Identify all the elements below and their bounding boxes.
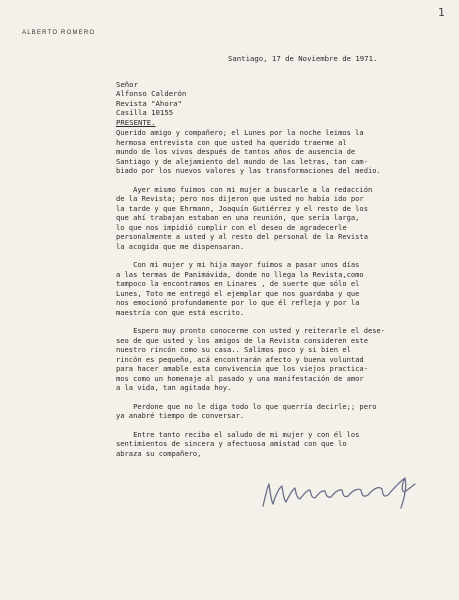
letter-paragraph <box>116 260 446 317</box>
text-line: biado por los nuevos valores y las transformaciones del medio. <box>116 166 381 175</box>
letter-paragraph <box>116 430 446 459</box>
text-line: nos emocionó profundamente por lo que él refleja y por la <box>116 298 360 307</box>
text-line: Espero muy pronto conocerme con usted y reiterarle el dese- <box>116 326 386 335</box>
text-line: ya anabré tiempo de conversar. <box>116 411 245 420</box>
text-line: hermosa entrevista con que usted ha querido traerme al <box>116 137 347 147</box>
letter-date: Santiago, 17 de Noviembre de 1971. <box>228 54 378 63</box>
text-line: mos como un homenaje al pasado y una manifestación de amor <box>116 373 364 383</box>
text-line: Lunes, Toto me entregó el ejemplar que nos guardaba y que <box>116 288 360 298</box>
letter-paragraph <box>116 185 446 252</box>
text-line: personalmente a usted y al resto del personal de la Revista <box>116 232 368 241</box>
text-line: Perdone que no le diga todo lo que querría decirle;; pero <box>116 401 377 411</box>
text-line: a las termas de Panimávida, donde no llega la Revista,como <box>116 269 364 279</box>
letter-paragraph <box>116 128 446 176</box>
text-line: mundo de los vivos después de tantos años de ausencia de <box>116 147 356 156</box>
text-line: Entre tanto reciba el saludo de mi mujer y con él los <box>116 429 360 439</box>
text-line: a la vida, tan agitada hoy. <box>116 383 232 392</box>
text-line: sentimientos de sincera y afectuosa amistad con que lo <box>116 439 347 448</box>
recipient-line: Señor <box>116 80 138 89</box>
text-line: rincón es pequeño, acá encontrarán afecto y buena voluntad <box>116 354 364 364</box>
text-line: que ahí trabajan estaban en una reunión, que sería larga, <box>116 213 360 222</box>
text-line: abraza su compañero, <box>116 448 202 458</box>
letter-body <box>116 128 446 467</box>
text-line: Con mi mujer y mi hija mayor fuimos a pasar unos días <box>116 260 360 269</box>
text-line: lo que nos impidió cumplir con el deseo de agradecerle <box>116 222 347 232</box>
letter-paragraph <box>116 326 446 393</box>
text-line: la tarde y que Ehrmann, Joaquín Gutiérrez y el resto de los <box>116 203 368 213</box>
recipient-line: Alfonso Calderón <box>116 89 187 99</box>
text-line: para hacer amable esta convivencia que los viejos practica- <box>116 364 368 373</box>
text-line: seo de que usted y los amigos de la Revista consideren este <box>116 335 368 345</box>
letter-paragraph <box>116 402 446 421</box>
text-line: de la Revista; pero nos dijeron que usted no había ido por <box>116 194 364 203</box>
recipient-line: PRESENTE. <box>116 117 156 127</box>
recipient-block <box>116 80 186 127</box>
text-line: tampoco la encontramos en Linares , de suerte que sólo el <box>116 279 360 288</box>
text-line: maestría con que está escrito. <box>116 307 245 317</box>
letterhead: ALBERTO ROMERO <box>22 30 96 36</box>
text-line: Querido amigo y compañero; el Lunes por la noche leimos la <box>116 128 364 137</box>
text-line: Ayer mismo fuimos con mi mujer a buscarle a la redacción <box>116 184 373 194</box>
recipient-line: Revista "Ahora" <box>116 98 182 108</box>
handwritten-signature <box>255 468 445 518</box>
recipient-line: Casilla 10155 <box>116 108 174 118</box>
text-line: Santiago y de alejamiento del mundo de las letras, tan cam- <box>116 156 368 166</box>
archive-number: 1 <box>438 6 445 19</box>
text-line: la acogida que me dispensaran. <box>116 241 245 251</box>
text-line: nuestro rincón como su casa.. Salimos poco y si bien el <box>116 345 351 354</box>
